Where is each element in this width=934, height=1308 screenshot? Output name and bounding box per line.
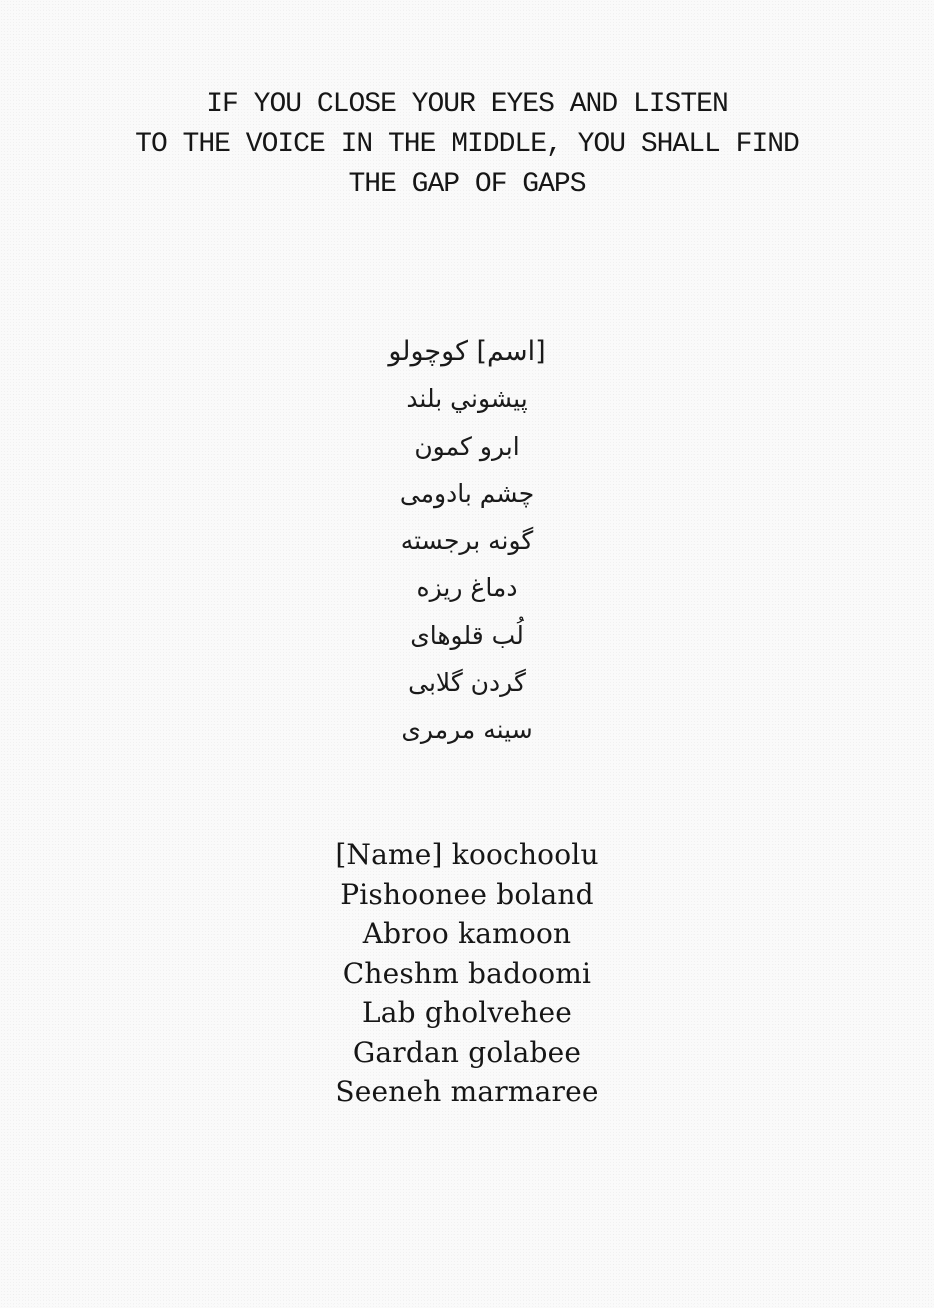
transliteration-line: Lab gholvehee [361,996,573,1029]
transliteration-line: Pishoonee boland [340,877,594,911]
persian-line: ابرو کمون [414,431,520,461]
transliteration-line: Abroo kamoon [362,917,572,950]
page-heading [0,85,934,205]
persian-line: دماغ ریزه [416,573,518,603]
persian-line: گردن گلابی [408,668,526,698]
transliteration-line: Seeneh marmaree [335,1075,599,1108]
persian-line: پیشوني بلند [406,384,528,414]
persian-line: [اسم] کوچولو [388,336,546,367]
persian-line: گونه برجسته [400,526,534,556]
heading-line: IF YOU CLOSE YOUR EYES AND LISTEN [206,89,728,120]
transliteration-line: [Name] koochoolu [335,838,599,871]
transliteration-line: Gardan golabee [352,1035,582,1069]
heading-line: THE GAP OF GAPS [348,169,586,200]
transliteration-line: Cheshm badoomi [342,956,592,990]
persian-line: چشم بادومی [399,478,535,508]
persian-verse [0,328,934,754]
transliteration-verse [0,835,934,1112]
persian-line: سینه مرمری [401,715,533,745]
heading-line: TO THE VOICE IN THE MIDDLE, YOU SHALL FIND [135,129,799,160]
persian-line: لُب قلوهای [410,620,524,650]
